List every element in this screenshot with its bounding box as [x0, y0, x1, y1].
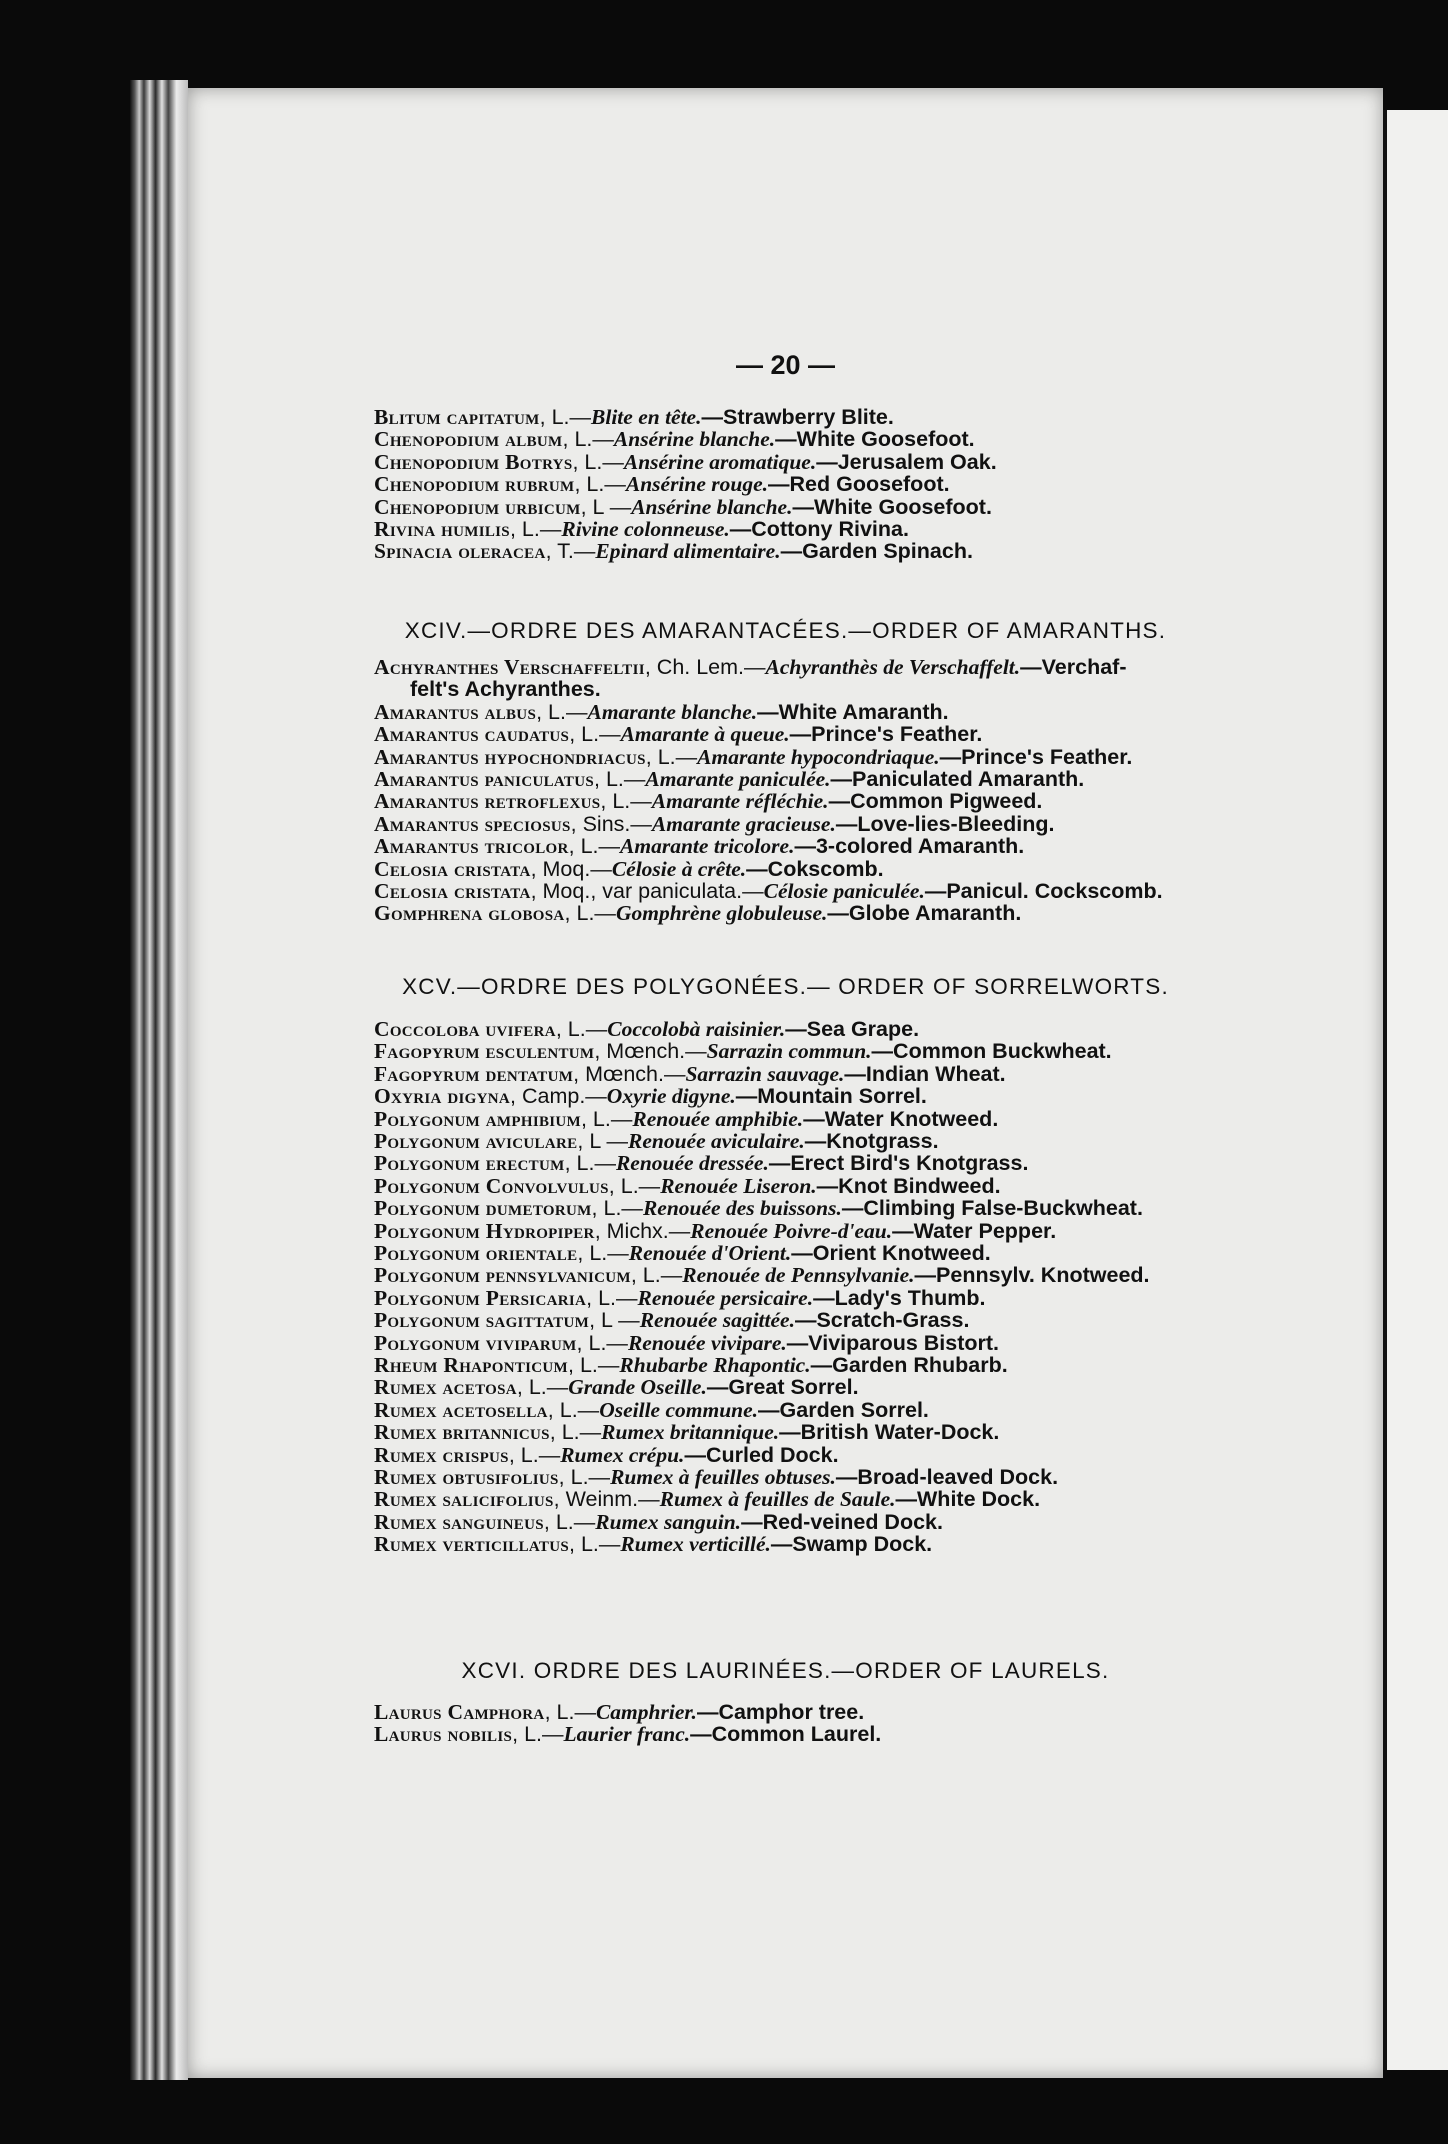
entry-french-name: Amarante à queue. [620, 722, 790, 747]
entry-line [374, 835, 1343, 857]
entry-english-name: —Prince's Feather. [939, 744, 1133, 769]
entry-genus: Polygonum amphibium [374, 1106, 581, 1131]
entry-line [374, 1085, 1343, 1107]
entry-french-name: Coccolobà raisinier. [607, 1017, 786, 1041]
order-heading: XCVI. ORDRE DES LAURINÉES.—ORDER OF LAURELS. [461, 1658, 1110, 1683]
entry-author: , L.— [512, 1722, 564, 1747]
entry-line [374, 902, 1343, 924]
entry-french-name: Célosie à crête. [611, 856, 747, 881]
entry-genus: Oxyria digyna [374, 1084, 511, 1109]
entry-french-name: Laurier franc. [563, 1722, 691, 1747]
entry-english-name: —Garden Sorrel. [758, 1397, 929, 1422]
entry-french-name: Oxyrie digyne. [606, 1084, 736, 1109]
entry-line [374, 1376, 1343, 1398]
entry-genus: Amarantus albus [374, 699, 537, 724]
entry-french-name: Amarante blanche. [587, 699, 758, 724]
entry-french-name: Ansérine rouge. [625, 472, 769, 497]
entry-line [374, 1309, 1343, 1331]
entry-genus: Blitum capitatum [374, 405, 540, 429]
entry-line [374, 1466, 1343, 1488]
entry-author: , L.— [539, 405, 592, 429]
entry-french-name: Renouée amphibie. [632, 1106, 804, 1131]
entry-french-name: Renouée dressée. [615, 1151, 769, 1176]
entry-line [374, 1108, 1343, 1130]
entry-line [374, 1511, 1343, 1533]
entry-french-name: Ansérine blanche. [613, 427, 776, 452]
entry-english-name: —Scratch-Grass. [794, 1308, 970, 1333]
document-page [188, 88, 1383, 2078]
entry-line [374, 723, 1343, 745]
entry-author: , L.— [591, 1196, 643, 1221]
entry-line [374, 518, 1343, 540]
entry-author: , L — [577, 1129, 628, 1153]
entry-english-name: —White Amaranth. [757, 699, 949, 724]
entry-french-name: Renouée Liseron. [660, 1173, 817, 1198]
entry-author: , L.— [568, 834, 621, 859]
entry-author: , Mœnch.— [573, 1061, 686, 1086]
entry-french-name: Rumex crépu. [560, 1442, 685, 1467]
entry-author: , L.— [600, 789, 652, 814]
entry-line [374, 768, 1343, 790]
entry-english-name: —Lady's Thumb. [813, 1285, 986, 1310]
entry-author: , L.— [572, 449, 624, 474]
entry-line [374, 1264, 1343, 1286]
entry-french-name: Rumex à feuilles obtuses. [610, 1465, 836, 1489]
entry-french-name: Ansérine aromatique. [623, 449, 817, 474]
entry-genus: Chenopodium urbicum [374, 494, 581, 519]
entry-author: , L.— [558, 1465, 611, 1489]
entry-french-name: Renouée vivipare. [627, 1330, 787, 1355]
entry-english-name: —Love-lies-Bleeding. [835, 811, 1055, 836]
entry-english-name: —Jerusalem Oak. [816, 449, 997, 474]
entry-author: , L.— [569, 1532, 621, 1557]
entry-author: , L.— [547, 1397, 600, 1422]
entry-genus: Amarantus retroflexus [374, 789, 601, 814]
entry-line [374, 1018, 1343, 1040]
entry-genus: Amarantus tricolor [374, 834, 569, 859]
entry-english-name: —Common Pigweed. [828, 789, 1043, 814]
entry-genus: Polygonum orientale [374, 1241, 578, 1265]
entry-genus: Polygonum viviparum [374, 1330, 577, 1355]
entry-line [374, 1197, 1343, 1219]
entry-english-name: —Orient Knotweed. [791, 1241, 991, 1265]
entry-line [374, 1488, 1343, 1510]
entry-author: , L.— [516, 1375, 569, 1400]
entry-line [374, 746, 1343, 768]
entry-genus: Amarantus speciosus [374, 811, 571, 836]
entry-french-name: Achyranthès de Verschaffelt. [765, 655, 1021, 679]
entry-author: , L.— [536, 699, 588, 724]
entry-line [374, 1130, 1343, 1152]
entry-french-name: Sarrazin commun. [706, 1039, 872, 1064]
entry-english-name: —White Goosefoot. [775, 427, 975, 452]
entry-french-name: Renouée d'Orient. [628, 1241, 792, 1265]
entry-french-name: Rumex sanguin. [595, 1509, 742, 1534]
entry-english-name: —Knotgrass. [804, 1129, 939, 1153]
entry-line [374, 813, 1343, 835]
entry-french-name: Oseille commune. [599, 1397, 759, 1422]
entry-author: , L.— [586, 1285, 638, 1310]
entry-english-name: —Red-veined Dock. [741, 1509, 943, 1534]
entry-english-name: —Pennsylv. Knotweed. [914, 1263, 1150, 1288]
entry-english-name: —Water Pepper. [892, 1218, 1057, 1243]
entry-french-name: Blite en tête. [591, 405, 702, 429]
entry-author: , L.— [508, 1442, 561, 1467]
entry-english-name: —Panicul. Cockscomb. [924, 879, 1163, 903]
entry-genus: Chenopodium Botrys [374, 449, 573, 474]
entry-french-name: Ansérine blanche. [631, 494, 793, 519]
entry-genus: Polygonum Hydropiper [374, 1218, 595, 1243]
entry-genus: Celosia cristata [374, 879, 531, 903]
entry-author: , L.— [645, 744, 698, 769]
entry-genus: Rumex acetosa [374, 1375, 517, 1400]
entry-author: , L.— [549, 1420, 602, 1445]
entry-french-name: Renouée aviculaire. [628, 1129, 805, 1153]
entry-french-name: Renouée Poivre-d'eau. [690, 1218, 893, 1243]
entry-line [374, 1533, 1343, 1555]
entry-author: , Camp.— [510, 1084, 607, 1109]
entry-genus: Polygonum sagittatum [374, 1308, 590, 1333]
page-number: — 20 — [735, 350, 836, 380]
entry-english-name: —Garden Rhubarb. [810, 1353, 1008, 1377]
entry-french-name: Renouée persicaire. [637, 1285, 814, 1310]
entry-genus: Laurus nobilis [374, 1722, 513, 1747]
entry-english-name: —Great Sorrel. [706, 1375, 859, 1400]
entry-french-name: Renouée de Pennsylvanie. [682, 1263, 915, 1288]
entry-line [374, 1220, 1343, 1242]
entry-genus: Polygonum pennsylvanicum [374, 1263, 631, 1288]
entry-genus: Celosia cristata [374, 856, 531, 881]
entry-line [374, 1354, 1343, 1376]
entry-line [374, 1063, 1343, 1085]
entry-genus: Rumex acetosella [374, 1397, 548, 1422]
entry-author: , L — [580, 494, 632, 519]
entry-genus: Fagopyrum dentatum [374, 1061, 574, 1086]
entry-line [374, 858, 1343, 880]
entry-author: , L.— [574, 472, 626, 497]
entry-genus: Amarantus paniculatus [374, 767, 594, 791]
entry-genus: Amarantus caudatus [374, 722, 570, 747]
entry-french-name: Gomphrène globuleuse. [615, 901, 828, 926]
entry-line [374, 1723, 1343, 1745]
entry-genus: Rumex britannicus [374, 1420, 550, 1445]
entry-english-name: —Cokscomb. [746, 856, 884, 881]
entry-french-name: Rivine colonneuse. [561, 517, 730, 541]
entry-english-name: —Prince's Feather. [789, 722, 983, 747]
entry-line [374, 701, 1343, 723]
entry-french-name: Rhubarbe Rhapontic. [619, 1353, 811, 1377]
entry-genus: Polygonum erectum [374, 1151, 565, 1176]
entry-author: , Moq.— [530, 856, 612, 881]
entry-line [374, 880, 1343, 902]
entry-author: , Weinm.— [553, 1487, 660, 1512]
entry-author: , L.— [608, 1173, 661, 1198]
entry-english-name: —Globe Amaranth. [827, 901, 1022, 926]
entry-author: , L.— [569, 722, 621, 747]
entry-genus: Rumex verticillatus [374, 1532, 569, 1557]
entry-author: , L.— [576, 1330, 628, 1355]
entry-genus: Rumex obtusifolius [374, 1465, 559, 1489]
entry-english-name: —Erect Bird's Knotgrass. [768, 1151, 1029, 1176]
entry-author: , L.— [509, 517, 562, 541]
entry-english-name: —Cottony Rivina. [729, 517, 909, 541]
entry-english-name: —Verchaf- [1020, 655, 1127, 679]
entry-french-name: Rumex à feuilles de Saule. [659, 1487, 896, 1512]
entry-english-name: —Water Knotweed. [803, 1106, 999, 1131]
entry-author: , L.— [544, 1700, 596, 1724]
entry-line [374, 1287, 1343, 1309]
entry-english-name: —Viviparous Bistort. [786, 1330, 1000, 1355]
entry-author: , L.— [564, 1151, 616, 1176]
entry-english-name: —Red Goosefoot. [768, 472, 950, 497]
entry-french-name: Amarante paniculée. [645, 767, 831, 791]
entry-author: , L.— [555, 1017, 608, 1041]
entry-line [374, 406, 1343, 428]
facing-page-edge [1383, 110, 1448, 2070]
entry-author: , L.— [577, 1241, 629, 1265]
entry-genus: Chenopodium rubrum [374, 472, 575, 497]
entry-line [374, 1421, 1343, 1443]
entry-line [374, 1332, 1343, 1354]
entry-french-name: Grande Oseille. [568, 1375, 707, 1400]
entry-french-name: Renouée sagittée. [639, 1308, 795, 1333]
entry-french-name: Sarrazin sauvage. [685, 1061, 845, 1086]
entry-line [374, 496, 1343, 518]
entry-author: , T.— [545, 539, 596, 564]
entry-author: , Mœnch.— [594, 1039, 707, 1064]
entry-french-name: Amarante réfléchie. [651, 789, 829, 814]
entry-genus: Spinacia oleracea [374, 539, 546, 564]
entry-line [374, 1399, 1343, 1421]
entry-author: , L — [589, 1308, 640, 1333]
entry-genus: Polygonum dumetorum [374, 1196, 592, 1221]
entry-continuation: felt's Achyranthes. [410, 677, 601, 701]
entry-genus: Polygonum Persicaria [374, 1285, 587, 1310]
entry-english-name: —Mountain Sorrel. [735, 1084, 927, 1109]
entry-genus: Fagopyrum esculentum [374, 1039, 595, 1064]
entry-english-name: —Knot Bindweed. [816, 1173, 1001, 1198]
entry-english-name: —3-colored Amaranth. [794, 834, 1025, 859]
entry-genus: Achyranthes Verschaffeltii [374, 655, 645, 679]
entry-english-name: —Paniculated Amaranth. [830, 767, 1085, 791]
entry-english-name: —Common Laurel. [690, 1722, 882, 1747]
entry-french-name: Epinard alimentaire. [595, 539, 781, 564]
entry-genus: Rumex salicifolius [374, 1487, 554, 1512]
entry-author: , L.— [594, 767, 646, 791]
entry-english-name: —Curled Dock. [684, 1442, 839, 1467]
entry-french-name: Amarante tricolore. [620, 834, 795, 859]
entry-line [374, 1040, 1343, 1062]
entry-french-name: Renouée des buissons. [642, 1196, 842, 1221]
order-heading: XCV.—ORDRE DES POLYGONÉES.— ORDER OF SORRELWORTS. [402, 974, 1169, 999]
entry-genus: Rheum Rhaponticum [374, 1353, 569, 1377]
entry-english-name: —Common Buckwheat. [871, 1039, 1112, 1064]
entry-genus: Coccoloba uvifera [374, 1017, 556, 1041]
entry-line [374, 473, 1343, 495]
entry-author: , L.— [568, 1353, 620, 1377]
entry-genus: Laurus Camphora [374, 1700, 545, 1724]
entry-english-name: —Broad-leaved Dock. [835, 1465, 1059, 1489]
entry-line [374, 790, 1343, 812]
entry-genus: Polygonum aviculare [374, 1129, 578, 1153]
entry-genus: Amarantus hypochondriacus [374, 744, 646, 769]
entry-english-name: —White Dock. [895, 1487, 1041, 1512]
entry-line [374, 1175, 1343, 1197]
entry-english-name: —Sea Grape. [785, 1017, 920, 1041]
entry-genus: Gomphrena globosa [374, 901, 565, 926]
entry-english-name: —Camphor tree. [696, 1700, 865, 1724]
entry-genus: Rumex crispus [374, 1442, 509, 1467]
entry-french-name: Amarante hypocondriaque. [697, 744, 940, 769]
entry-english-name: —Garden Spinach. [780, 539, 973, 564]
entry-english-name: —British Water-Dock. [779, 1420, 1000, 1445]
entry-french-name: Amarante gracieuse. [651, 811, 836, 836]
entry-author: , L.— [543, 1509, 596, 1534]
book-spine [130, 80, 188, 2080]
entry-genus: Rivina humilis [374, 517, 510, 541]
entry-line [374, 655, 1343, 701]
entry-line [374, 1701, 1343, 1723]
entry-english-name: —Swamp Dock. [770, 1532, 933, 1557]
entry-author: , L.— [562, 427, 614, 452]
entry-genus: Chenopodium album [374, 427, 563, 452]
entry-english-name: —Climbing False-Buckwheat. [841, 1196, 1143, 1221]
entry-french-name: Rumex britannique. [601, 1420, 780, 1445]
entry-line [374, 451, 1343, 473]
entry-author: , Moq., var paniculata.— [530, 879, 764, 903]
entry-author: , Sins.— [570, 811, 652, 836]
entry-author: , Ch. Lem.— [644, 655, 766, 679]
entry-french-name: Camphrier. [595, 1700, 697, 1724]
entry-genus: Polygonum Convolvulus [374, 1173, 609, 1198]
entry-author: , L.— [630, 1263, 683, 1288]
entry-english-name: —Indian Wheat. [844, 1061, 1006, 1086]
entry-author: , Michx.— [594, 1218, 691, 1243]
order-heading: XCIV.—ORDRE DES AMARANTACÉES.—ORDER OF AMARANTHS. [404, 618, 1167, 643]
entry-french-name: Rumex verticillé. [620, 1532, 771, 1557]
entry-line [374, 1444, 1343, 1466]
entry-line [374, 540, 1343, 562]
entry-author: , L.— [564, 901, 616, 926]
entry-english-name: —Strawberry Blite. [701, 405, 894, 429]
entry-line [374, 1152, 1343, 1174]
entry-line [374, 428, 1343, 450]
entry-line [374, 1242, 1343, 1264]
entry-author: , L.— [580, 1106, 633, 1131]
entry-english-name: —White Goosefoot. [792, 494, 992, 519]
entry-french-name: Célosie paniculée. [763, 879, 925, 903]
entry-genus: Rumex sanguineus [374, 1509, 544, 1534]
